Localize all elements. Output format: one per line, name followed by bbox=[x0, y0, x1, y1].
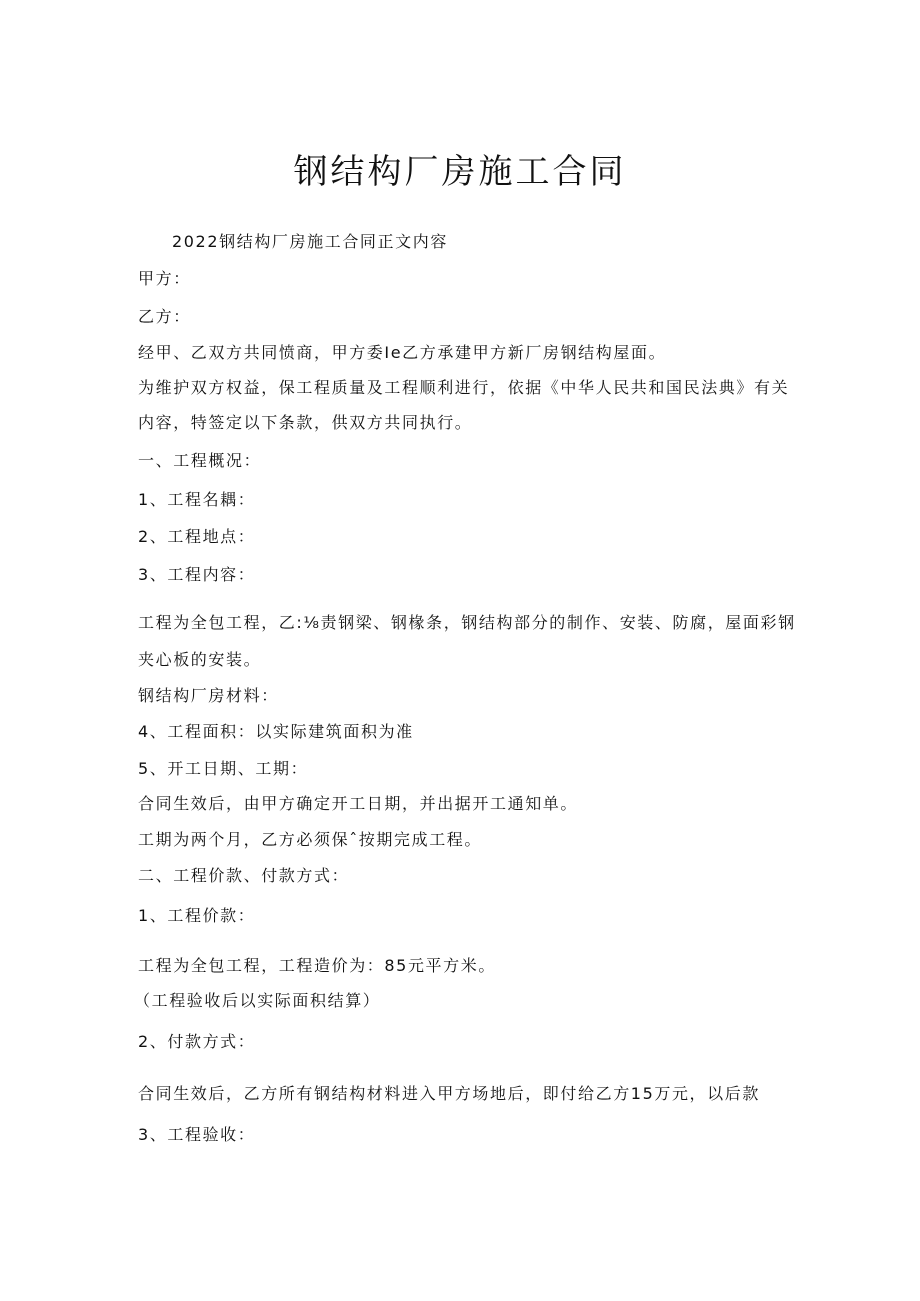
list-item: 1、工程价款： bbox=[138, 906, 256, 925]
paragraph-line: 工程为全包工程，乙:⅛责钢梁、钢椽条，钢结构部分的制作、安装、防腐，屋面彩钢 bbox=[138, 613, 796, 632]
list-item: 3、工程内容： bbox=[138, 565, 256, 584]
paragraph-line: 内容，特签定以下条款，供双方共同执行。 bbox=[138, 413, 473, 432]
subtitle-line: 2022钢结构厂房施工合同正文内容 bbox=[172, 232, 448, 251]
party-a-line: 甲方： bbox=[138, 269, 191, 288]
paragraph-line: 为维护双方权益，保工程质量及工程顺利进行，依据《中华人民共和国民法典》有关 bbox=[138, 378, 790, 397]
section-heading: 二、工程价款、付款方式： bbox=[138, 866, 350, 885]
paragraph-line: 经甲、乙双方共同愤商，甲方委Ie乙方承建甲方新厂房钢结构屋面。 bbox=[138, 343, 667, 362]
document-title: 钢结构厂房施工合同 bbox=[293, 152, 627, 192]
paragraph-line: （工程验收后以实际面积结算） bbox=[134, 991, 381, 1010]
list-item: 2、工程地点： bbox=[138, 527, 256, 546]
section-heading: 一、工程概况： bbox=[138, 451, 262, 470]
paragraph-line: 合同生效后，由甲方确定开工日期，并出据开工通知单。 bbox=[138, 794, 579, 813]
list-item: 4、工程面积：以实际建筑面积为准 bbox=[138, 722, 414, 741]
paragraph-line: 合同生效后，乙方所有钢结构材料进入甲方场地后，即付给乙方15万元，以后款 bbox=[138, 1084, 760, 1103]
paragraph-line: 工程为全包工程，工程造价为：85元平方米。 bbox=[138, 956, 496, 975]
party-b-line: 乙方： bbox=[138, 307, 191, 326]
paragraph-line: 钢结构厂房材料： bbox=[138, 686, 279, 705]
paragraph-line: 工期为两个月，乙方必须保ˆ按期完成工程。 bbox=[138, 830, 483, 849]
list-item: 1、工程名耦： bbox=[138, 490, 256, 509]
list-item: 2、付款方式： bbox=[138, 1032, 256, 1051]
paragraph-line: 夹心板的安装。 bbox=[138, 650, 262, 669]
list-item: 3、工程验收： bbox=[138, 1125, 256, 1144]
list-item: 5、开工日期、工期： bbox=[138, 759, 309, 778]
